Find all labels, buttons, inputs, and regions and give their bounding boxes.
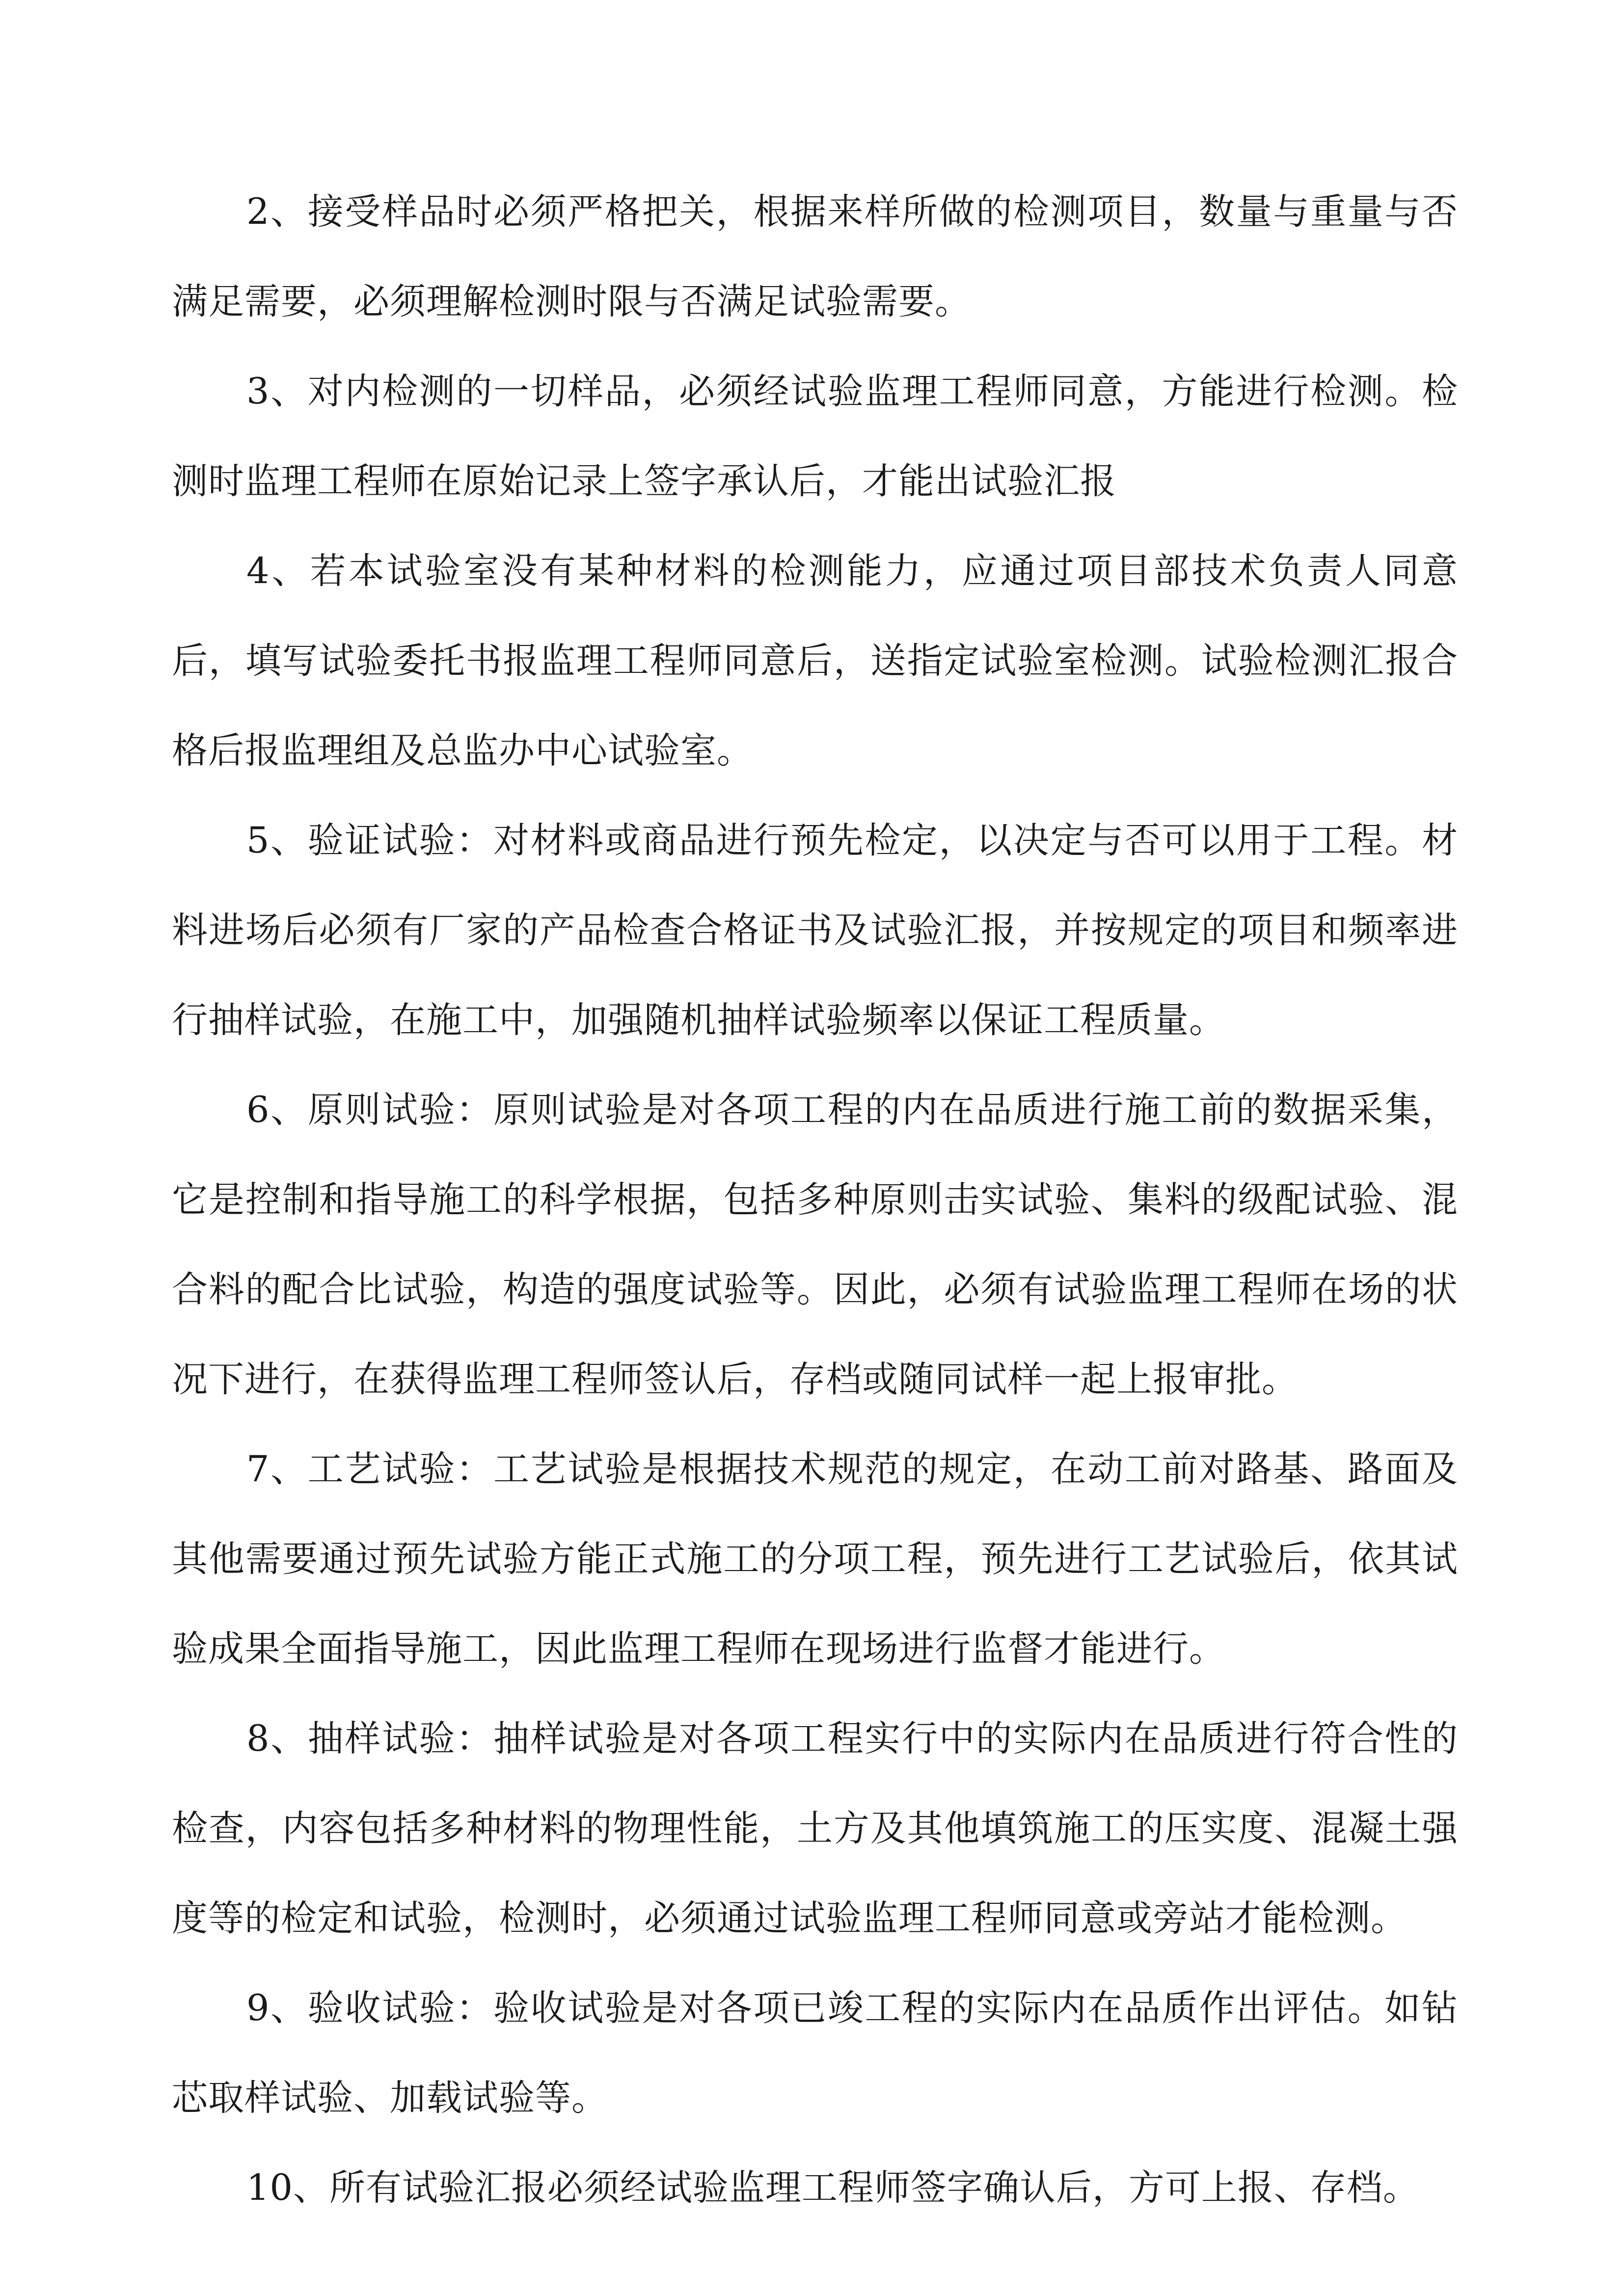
paragraph-item-2: 2、接受样品时必须严格把关，根据来样所做的检测项目，数量与重量与否满足需要，必须理解检测时限与否满足试验需要。: [172, 191, 1458, 322]
paragraph-item-10: 10、所有试验汇报必须经试验监理工程师签字确认后，方可上报、存档。: [246, 2167, 1419, 2209]
paragraph-item-5: 5、验证试验：对材料或商品进行预先检定，以决定与否可以用于工程。材料进场后必须有厂家的产品检查合格证书及试验汇报，并按规定的项目和频率进行抽样试验，在施工中，加强随机抽样试验频率以保证工程质量。: [172, 820, 1458, 1041]
paragraph-item-3: 3、对内检测的一切样品，必须经试验监理工程师同意，方能进行检测。检测时监理工程师在原始记录上签字承认后，才能出试验汇报: [172, 371, 1458, 502]
paragraph-item-6: 6、原则试验：原则试验是对各项工程的内在品质进行施工前的数据采集，它是控制和指导施工的科学根据，包括多种原则击实试验、集料的级配试验、混合料的配合比试验，构造的强度试验等。因此，必须有试验监理工程师在场的状况下进行，在获得监理工程师签认后，存档或随同试样一起上报审批。: [172, 1089, 1458, 1400]
document-body: [172, 167, 1458, 2233]
paragraph-item-4: 4、若本试验室没有某种材料的检测能力，应通过项目部技术负责人同意后，填写试验委托书报监理工程师同意后，送指定试验室检测。试验检测汇报合格后报监理组及总监办中心试验室。: [172, 550, 1458, 772]
paragraph-item-7: 7、工艺试验：工艺试验是根据技术规范的规定，在动工前对路基、路面及其他需要通过预先试验方能正式施工的分项工程，预先进行工艺试验后，依其试验成果全面指导施工，因此监理工程师在现场进行监督才能进行。: [172, 1448, 1458, 1670]
paragraph-item-9: 9、验收试验：验收试验是对各项已竣工程的实际内在品质作出评估。如钻芯取样试验、加载试验等。: [172, 1987, 1458, 2119]
paragraph-item-8: 8、抽样试验：抽样试验是对各项工程实行中的实际内在品质进行符合性的检查，内容包括多种材料的物理性能，土方及其他填筑施工的压实度、混凝土强度等的检定和试验，检测时，必须通过试验监理工程师同意或旁站才能检测。: [172, 1718, 1458, 1939]
